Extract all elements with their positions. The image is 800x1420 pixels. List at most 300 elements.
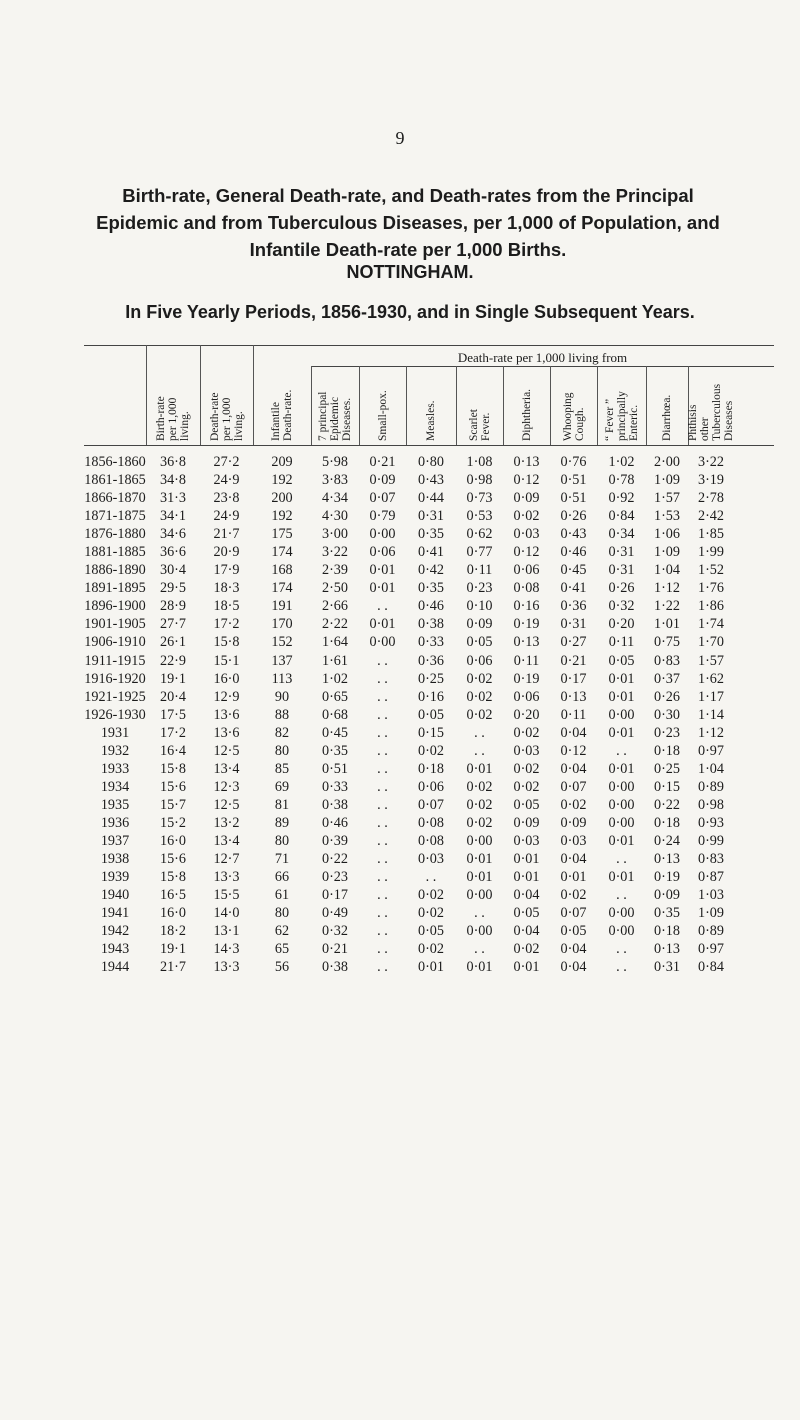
table-cell: . . bbox=[425, 869, 437, 886]
table-cell: 2·22 bbox=[321, 616, 348, 633]
table-cell: 1·17 bbox=[697, 688, 724, 705]
table-cell: 3·83 bbox=[321, 472, 348, 489]
table-cell: 12·7 bbox=[213, 851, 240, 868]
table-row bbox=[84, 688, 774, 706]
table-body bbox=[84, 453, 774, 976]
table-cell: 0·03 bbox=[417, 851, 444, 868]
period-cell: 1934 bbox=[100, 778, 130, 795]
table-cell: 0·06 bbox=[466, 652, 493, 669]
table-cell: 174 bbox=[271, 580, 293, 597]
table-cell: 0·04 bbox=[560, 959, 587, 976]
table-cell: 192 bbox=[271, 472, 293, 489]
table-cell: 0·20 bbox=[513, 706, 540, 723]
table-cell: 0·00 bbox=[369, 526, 396, 543]
table-cell: . . bbox=[377, 778, 388, 795]
table-cell: 13·3 bbox=[213, 869, 240, 886]
table-cell: 0·26 bbox=[560, 508, 587, 525]
table-cell: 0·06 bbox=[417, 778, 444, 795]
table-cell: 0·02 bbox=[466, 670, 493, 687]
table-cell: 17·9 bbox=[213, 562, 240, 579]
table-cell: 1·86 bbox=[697, 598, 724, 615]
table-cell: 1·62 bbox=[697, 670, 724, 687]
table-cell: 1·12 bbox=[653, 580, 680, 597]
column-header: Enteric. bbox=[627, 404, 640, 441]
table-row bbox=[84, 940, 774, 958]
table-cell: 0·02 bbox=[513, 778, 540, 795]
table-cell: 3·19 bbox=[697, 472, 724, 489]
period-cell: 1937 bbox=[100, 832, 130, 849]
table-cell: 0·00 bbox=[608, 814, 635, 831]
table-cell: 0·02 bbox=[513, 508, 540, 525]
period-cell: 1942 bbox=[100, 923, 130, 940]
span-header-rule bbox=[311, 366, 774, 367]
table-row bbox=[84, 670, 774, 688]
table-cell: 0·01 bbox=[417, 959, 444, 976]
table-cell: 90 bbox=[274, 688, 290, 705]
column-header: Tuberculous bbox=[711, 383, 723, 441]
death-rate-table bbox=[84, 345, 774, 1420]
table-cell: 0·17 bbox=[560, 670, 587, 687]
table-cell: 0·78 bbox=[608, 472, 635, 489]
table-cell: 0·51 bbox=[321, 760, 348, 777]
period-cell: 1911-1915 bbox=[84, 652, 146, 669]
table-cell: . . bbox=[377, 832, 388, 849]
table-cell: 0·04 bbox=[560, 724, 587, 741]
table-cell: 1·04 bbox=[697, 760, 724, 777]
table-cell: . . bbox=[377, 905, 388, 922]
table-cell: 82 bbox=[274, 724, 290, 741]
table-cell: 0·31 bbox=[608, 544, 635, 561]
table-cell: 1·02 bbox=[608, 454, 635, 470]
table-cell: 174 bbox=[271, 544, 293, 561]
column-rule bbox=[406, 366, 407, 445]
table-cell: 0·03 bbox=[560, 832, 587, 849]
table-cell: 0·98 bbox=[697, 796, 724, 813]
table-cell: 0·31 bbox=[653, 959, 680, 976]
table-cell: 13·1 bbox=[213, 923, 240, 940]
table-cell: 0·26 bbox=[608, 580, 635, 597]
table-cell: 0·80 bbox=[417, 454, 444, 470]
table-cell: 0·05 bbox=[466, 634, 493, 651]
table-cell: 0·98 bbox=[466, 472, 493, 489]
table-cell: 34·1 bbox=[159, 508, 186, 525]
column-header: 7 principal bbox=[317, 391, 329, 441]
table-cell: 21·7 bbox=[213, 526, 240, 543]
table-cell: 0·08 bbox=[417, 832, 444, 849]
table-cell: 18·2 bbox=[159, 923, 186, 940]
period-cell: 1886-1890 bbox=[84, 562, 146, 579]
page-subtitle: In Five Yearly Periods, 1856-1930, and in Single Subsequent Years. bbox=[125, 302, 695, 322]
table-cell: 0·15 bbox=[653, 778, 680, 795]
table-cell: 0·01 bbox=[608, 832, 635, 849]
table-cell: 18·3 bbox=[213, 580, 240, 597]
table-cell: 4·30 bbox=[321, 508, 348, 525]
table-cell: 1·09 bbox=[697, 905, 724, 922]
column-header: Diarrhœa. bbox=[661, 394, 673, 441]
table-cell: 13·4 bbox=[213, 832, 240, 849]
table-cell: 30·4 bbox=[159, 562, 186, 579]
table-cell: 62 bbox=[274, 923, 290, 940]
table-cell: 0·00 bbox=[369, 634, 396, 651]
table-cell: 0·05 bbox=[417, 706, 444, 723]
table-cell: 0·17 bbox=[321, 887, 348, 904]
table-cell: 0·93 bbox=[697, 814, 724, 831]
period-cell: 1896-1900 bbox=[84, 598, 146, 615]
table-cell: 0·31 bbox=[608, 562, 635, 579]
table-cell: 15·7 bbox=[159, 796, 186, 813]
table-cell: . . bbox=[377, 760, 388, 777]
table-row bbox=[84, 832, 774, 850]
table-cell: 15·6 bbox=[159, 851, 186, 868]
table-cell: 16·0 bbox=[159, 832, 186, 849]
period-cell: 1935 bbox=[100, 796, 130, 813]
column-header: Phthisis bbox=[687, 404, 699, 441]
table-cell: 0·08 bbox=[417, 814, 444, 831]
table-cell: . . bbox=[377, 724, 388, 741]
column-rule bbox=[253, 345, 254, 445]
table-cell: 71 bbox=[274, 851, 290, 868]
table-cell: 16·0 bbox=[159, 905, 186, 922]
table-cell: 137 bbox=[271, 652, 293, 669]
table-cell: . . bbox=[377, 941, 388, 958]
column-rule bbox=[597, 366, 598, 445]
table-cell: 0·00 bbox=[466, 887, 493, 904]
table-cell: 65 bbox=[274, 941, 290, 958]
city-heading: NOTTINGHAM. bbox=[346, 262, 474, 282]
table-row bbox=[84, 706, 774, 724]
table-cell: 1·01 bbox=[653, 616, 680, 633]
table-cell: 0·18 bbox=[653, 742, 680, 759]
period-cell: 1906-1910 bbox=[84, 634, 146, 651]
column-rule bbox=[359, 366, 360, 445]
table-cell: 0·62 bbox=[466, 526, 493, 543]
table-cell: 152 bbox=[271, 634, 293, 651]
table-row bbox=[84, 489, 774, 507]
table-cell: 0·18 bbox=[653, 814, 680, 831]
table-cell: 81 bbox=[274, 796, 290, 813]
table-cell: 15·2 bbox=[159, 814, 186, 831]
table-cell: 0·46 bbox=[417, 598, 444, 615]
table-cell: 0·02 bbox=[466, 814, 493, 831]
table-cell: 3·00 bbox=[321, 526, 348, 543]
table-cell: 0·25 bbox=[417, 670, 444, 687]
table-cell: . . bbox=[377, 598, 388, 615]
column-header: Death-rate bbox=[208, 392, 221, 441]
table-cell: 0·22 bbox=[321, 851, 348, 868]
table-cell: 0·36 bbox=[560, 598, 587, 615]
table-cell: 0·51 bbox=[560, 472, 587, 489]
column-header: Cough. bbox=[573, 407, 586, 441]
table-cell: 0·09 bbox=[653, 887, 680, 904]
table-cell: 0·21 bbox=[369, 454, 396, 470]
table-cell: 0·07 bbox=[560, 905, 587, 922]
table-cell: 0·79 bbox=[369, 508, 396, 525]
period-cell: 1939 bbox=[100, 869, 130, 886]
table-cell: 0·33 bbox=[417, 634, 444, 651]
table-cell: 209 bbox=[271, 454, 293, 470]
table-cell: 0·16 bbox=[417, 688, 444, 705]
table-cell: 0·02 bbox=[560, 796, 587, 813]
period-cell: 1944 bbox=[100, 959, 130, 976]
table-row bbox=[84, 453, 774, 471]
column-header: Epidemic bbox=[329, 396, 341, 441]
table-cell: 0·09 bbox=[466, 616, 493, 633]
table-row bbox=[84, 742, 774, 760]
table-cell: 0·03 bbox=[513, 742, 540, 759]
table-cell: . . bbox=[377, 670, 388, 687]
column-header: living. bbox=[232, 411, 245, 441]
table-cell: 14·0 bbox=[213, 905, 240, 922]
column-header: Birth-rate bbox=[155, 396, 167, 441]
table-cell: 61 bbox=[274, 887, 290, 904]
table-cell: 0·02 bbox=[513, 941, 540, 958]
table-cell: . . bbox=[377, 706, 388, 723]
table-cell: 15·8 bbox=[159, 869, 186, 886]
table-cell: 168 bbox=[271, 562, 293, 579]
table-cell: 1·52 bbox=[697, 562, 724, 579]
period-cell: 1876-1880 bbox=[84, 526, 146, 543]
table-cell: 80 bbox=[274, 905, 290, 922]
table-cell: 0·43 bbox=[560, 526, 587, 543]
table-cell: 0·49 bbox=[321, 905, 348, 922]
table-cell: 0·11 bbox=[560, 706, 587, 723]
table-cell: 56 bbox=[274, 959, 290, 976]
table-cell: 0·05 bbox=[560, 923, 587, 940]
table-cell: 0·30 bbox=[653, 706, 680, 723]
table-cell: 0·65 bbox=[321, 688, 348, 705]
table-cell: 3·22 bbox=[697, 454, 724, 470]
table-cell: 0·84 bbox=[697, 959, 724, 976]
table-cell: 0·00 bbox=[608, 706, 635, 723]
table-cell: . . bbox=[616, 959, 627, 976]
table-cell: 0·06 bbox=[513, 688, 540, 705]
table-cell: 0·02 bbox=[560, 887, 587, 904]
table-cell: 22·9 bbox=[159, 652, 186, 669]
column-header: Scarlet bbox=[467, 409, 480, 441]
table-cell: 0·01 bbox=[466, 760, 493, 777]
table-cell: 0·15 bbox=[417, 724, 444, 741]
column-header: per 1,000 bbox=[220, 397, 233, 441]
table-row bbox=[84, 724, 774, 742]
table-cell: 0·02 bbox=[417, 905, 444, 922]
table-cell: 21·7 bbox=[159, 959, 186, 976]
table-cell: 0·09 bbox=[560, 814, 587, 831]
table-row bbox=[84, 507, 774, 525]
period-cell: 1916-1920 bbox=[84, 670, 146, 687]
table-cell: 0·46 bbox=[560, 544, 587, 561]
table-cell: 0·19 bbox=[513, 670, 540, 687]
period-cell: 1936 bbox=[100, 814, 130, 831]
table-row bbox=[84, 886, 774, 904]
table-cell: 0·44 bbox=[417, 490, 444, 507]
table-cell: 0·07 bbox=[369, 490, 396, 507]
table-cell: 0·45 bbox=[560, 562, 587, 579]
table-cell: 1·12 bbox=[697, 724, 724, 741]
table-cell: 0·35 bbox=[321, 742, 348, 759]
table-cell: 0·19 bbox=[653, 869, 680, 886]
table-cell: 1·09 bbox=[653, 472, 680, 489]
table-cell: 1·08 bbox=[466, 454, 493, 470]
table-cell: 0·12 bbox=[560, 742, 587, 759]
table-cell: 0·01 bbox=[608, 670, 635, 687]
table-cell: 0·34 bbox=[608, 526, 635, 543]
table-cell: 13·4 bbox=[213, 760, 240, 777]
table-cell: 0·01 bbox=[560, 869, 587, 886]
table-cell: 0·00 bbox=[608, 796, 635, 813]
table-cell: 2·66 bbox=[321, 598, 348, 615]
table-cell: 0·75 bbox=[653, 634, 680, 651]
table-cell: 0·89 bbox=[697, 778, 724, 795]
table-cell: 0·12 bbox=[513, 472, 540, 489]
table-row bbox=[84, 814, 774, 832]
table-cell: 0·32 bbox=[321, 923, 348, 940]
table-cell: 27·2 bbox=[213, 454, 240, 470]
table-cell: 0·13 bbox=[513, 634, 540, 651]
table-cell: 5·98 bbox=[321, 454, 348, 470]
period-cell: 1871-1875 bbox=[84, 508, 146, 525]
table-cell: 2·42 bbox=[697, 508, 724, 525]
table-cell: 26·1 bbox=[159, 634, 186, 651]
table-cell: 0·32 bbox=[608, 598, 635, 615]
table-cell: 0·03 bbox=[513, 832, 540, 849]
table-cell: 17·2 bbox=[159, 724, 186, 741]
table-cell: 1·70 bbox=[697, 634, 724, 651]
table-cell: 0·01 bbox=[513, 851, 540, 868]
table-cell: 15·6 bbox=[159, 778, 186, 795]
table-cell: 0·02 bbox=[417, 887, 444, 904]
column-header: living. bbox=[179, 411, 191, 441]
table-row bbox=[84, 760, 774, 778]
table-cell: 80 bbox=[274, 832, 290, 849]
table-cell: 0·41 bbox=[560, 580, 587, 597]
table-cell: 24·9 bbox=[213, 472, 240, 489]
table-cell: 0·19 bbox=[513, 616, 540, 633]
table-cell: 0·26 bbox=[653, 688, 680, 705]
column-rule bbox=[646, 366, 647, 445]
period-cell: 1932 bbox=[100, 742, 130, 759]
period-cell: 1940 bbox=[100, 887, 130, 904]
table-cell: 0·05 bbox=[513, 796, 540, 813]
column-header: Fever. bbox=[479, 412, 492, 441]
table-cell: 27·7 bbox=[159, 616, 186, 633]
table-cell: 0·01 bbox=[608, 760, 635, 777]
table-cell: 23·8 bbox=[213, 490, 240, 507]
table-cell: . . bbox=[616, 941, 627, 958]
table-cell: 0·11 bbox=[608, 634, 635, 651]
table-cell: 0·04 bbox=[560, 941, 587, 958]
table-cell: . . bbox=[377, 923, 388, 940]
table-cell: 0·05 bbox=[513, 905, 540, 922]
table-cell: 0·20 bbox=[608, 616, 635, 633]
table-cell: 31·3 bbox=[159, 490, 186, 507]
table-cell: 34·6 bbox=[159, 526, 186, 543]
table-cell: 20·4 bbox=[159, 688, 186, 705]
table-cell: 0·10 bbox=[466, 598, 493, 615]
table-cell: 0·03 bbox=[513, 526, 540, 543]
table-row bbox=[84, 633, 774, 651]
table-cell: 1·14 bbox=[697, 706, 724, 723]
table-cell: 2·50 bbox=[321, 580, 348, 597]
table-cell: 0·00 bbox=[608, 923, 635, 940]
table-row bbox=[84, 471, 774, 489]
table-cell: 200 bbox=[271, 490, 293, 507]
table-cell: 0·25 bbox=[653, 760, 680, 777]
table-cell: 19·1 bbox=[159, 670, 186, 687]
table-cell: 170 bbox=[271, 616, 293, 633]
table-cell: 0·01 bbox=[369, 580, 396, 597]
period-cell: 1891-1895 bbox=[84, 580, 146, 597]
table-cell: 0·35 bbox=[417, 580, 444, 597]
table-cell: . . bbox=[377, 851, 388, 868]
table-cell: 0·02 bbox=[466, 706, 493, 723]
table-cell: 0·45 bbox=[321, 724, 348, 741]
column-header: Infantile bbox=[270, 402, 282, 441]
table-cell: 0·23 bbox=[653, 724, 680, 741]
table-row bbox=[84, 561, 774, 579]
table-cell: 0·31 bbox=[417, 508, 444, 525]
table-cell: 1·22 bbox=[653, 598, 680, 615]
table-cell: 1·76 bbox=[697, 580, 724, 597]
table-cell: 12·9 bbox=[213, 688, 240, 705]
table-cell: 0·33 bbox=[321, 778, 348, 795]
table-row bbox=[84, 778, 774, 796]
table-cell: 191 bbox=[271, 598, 293, 615]
table-cell: 34·8 bbox=[159, 472, 186, 489]
table-cell: 0·13 bbox=[653, 851, 680, 868]
table-cell: 24·9 bbox=[213, 508, 240, 525]
table-cell: . . bbox=[377, 869, 388, 886]
table-cell: 12·3 bbox=[213, 778, 240, 795]
column-header: principally bbox=[615, 391, 628, 441]
column-header: per 1,000 bbox=[167, 397, 179, 441]
table-row bbox=[84, 868, 774, 886]
column-header: Diphtheria. bbox=[520, 388, 533, 441]
table-cell: 15·8 bbox=[159, 760, 186, 777]
table-cell: 0·08 bbox=[513, 580, 540, 597]
table-cell: 0·31 bbox=[560, 616, 587, 633]
table-cell: 0·38 bbox=[321, 796, 348, 813]
table-cell: 12·5 bbox=[213, 796, 240, 813]
table-cell: 175 bbox=[271, 526, 293, 543]
table-cell: 0·01 bbox=[608, 869, 635, 886]
table-cell: 0·01 bbox=[608, 688, 635, 705]
table-row bbox=[84, 615, 774, 633]
column-rule bbox=[200, 345, 201, 445]
table-row bbox=[84, 652, 774, 670]
column-header: “ Fever ” bbox=[603, 398, 616, 441]
table-cell: 0·73 bbox=[466, 490, 493, 507]
table-cell: 0·04 bbox=[560, 851, 587, 868]
period-cell: 1921-1925 bbox=[84, 688, 146, 705]
table-cell: 113 bbox=[271, 670, 293, 687]
table-cell: 88 bbox=[274, 706, 290, 723]
table-row bbox=[84, 850, 774, 868]
period-cell: 1901-1905 bbox=[84, 616, 146, 633]
table-cell: 0·01 bbox=[513, 959, 540, 976]
table-cell: 0·18 bbox=[653, 923, 680, 940]
table-cell: 0·24 bbox=[653, 832, 680, 849]
period-cell: 1856-1860 bbox=[84, 454, 146, 470]
table-cell: 20·9 bbox=[213, 544, 240, 561]
table-row bbox=[84, 922, 774, 940]
table-cell: 0·01 bbox=[466, 869, 493, 886]
table-cell: 0·07 bbox=[560, 778, 587, 795]
table-cell: 36·6 bbox=[159, 544, 186, 561]
table-cell: . . bbox=[474, 941, 485, 958]
table-cell: 36·8 bbox=[159, 454, 186, 470]
table-cell: 0·89 bbox=[697, 923, 724, 940]
table-cell: 0·00 bbox=[466, 832, 493, 849]
